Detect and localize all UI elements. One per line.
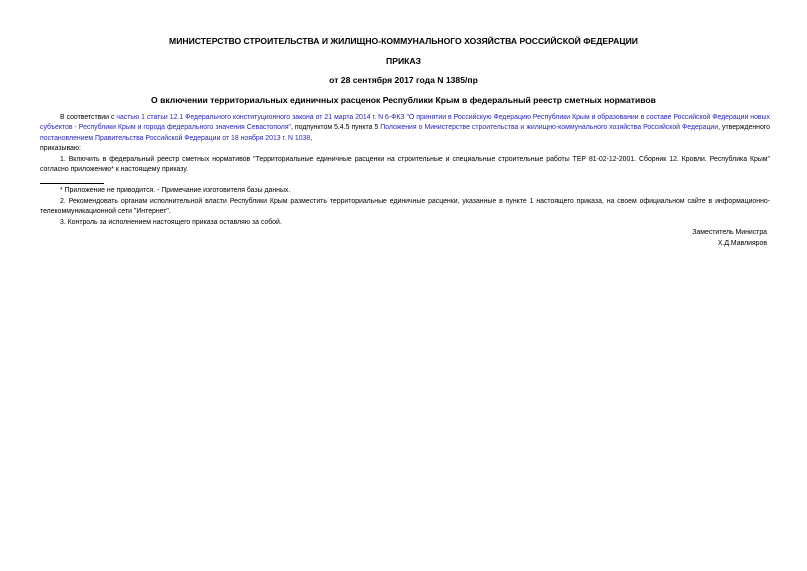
document-type: ПРИКАЗ [386, 56, 421, 66]
item-1 [40, 155, 770, 176]
item-2-text: 2. Рекомендовать органам исполнительной власти Республики Крым разместить территориальные единичные расценки, указанные в пункте 1 настоящего приказа, на своем официальном сайте в информационно-телекоммуникационной сети "Интернет". [40, 198, 770, 216]
preamble-text-2: , подпунктом 5.4.5 пункта 5 [291, 124, 381, 132]
footnote [40, 186, 770, 196]
order-word: приказываю: [40, 145, 81, 152]
preamble-text-4: , [310, 134, 313, 142]
preamble-paragraph [40, 113, 770, 144]
document-title: О включении территориальных единичных расценок Республики Крым в федеральный реестр сметных нормативов [151, 95, 656, 105]
signature-name: Х.Д.Мавлияров [717, 240, 767, 247]
regulation-link[interactable]: Положения о Министерстве строительства и жилищно-коммунального хозяйства Российской Федерации [380, 124, 719, 132]
item-2 [40, 197, 770, 218]
item-3-text: 3. Контроль за исполнением настоящего приказа оставляю за собой. [60, 219, 282, 226]
item-3 [40, 218, 770, 228]
preamble-text-1: В соответствии с [60, 114, 117, 121]
item-1-text: 1. Включить в федеральный реестр сметных нормативов "Территориальные единичные расценки на строительные и специальные строительные работы ТЕР 81-02-12-2001. Сборник 12. Кровли. Республика Крым" согласно приложению* к настоящему приказу. [40, 156, 770, 174]
preamble-text-3: , утвержденного [718, 124, 770, 132]
resolution-link[interactable]: постановлением Правительства Российской Федерации от 18 ноября 2013 г. N 1038 [40, 134, 311, 142]
footnote-text: * Приложение не приводится. - Примечание изготовителя базы данных. [60, 187, 291, 194]
footnote-divider [40, 183, 104, 184]
law-link[interactable]: частью 1 статьи 12.1 Федерального конституционного закона от 21 марта 2014 г. N 6-ФКЗ "О принятии в Российскую Федерацию Республики Крым и образовании в составе Российской Федерации новых субъектов - Республики Крым и города федерального значения Севастополя" [40, 114, 770, 132]
document-date-number: от 28 сентября 2017 года N 1385/пр [329, 75, 478, 85]
signature-position: Заместитель Министра [692, 229, 767, 236]
ministry-heading: МИНИСТЕРСТВО СТРОИТЕЛЬСТВА И ЖИЛИЩНО-КОММУНАЛЬНОГО ХОЗЯЙСТВА РОССИЙСКОЙ ФЕДЕРАЦИИ [169, 36, 638, 46]
